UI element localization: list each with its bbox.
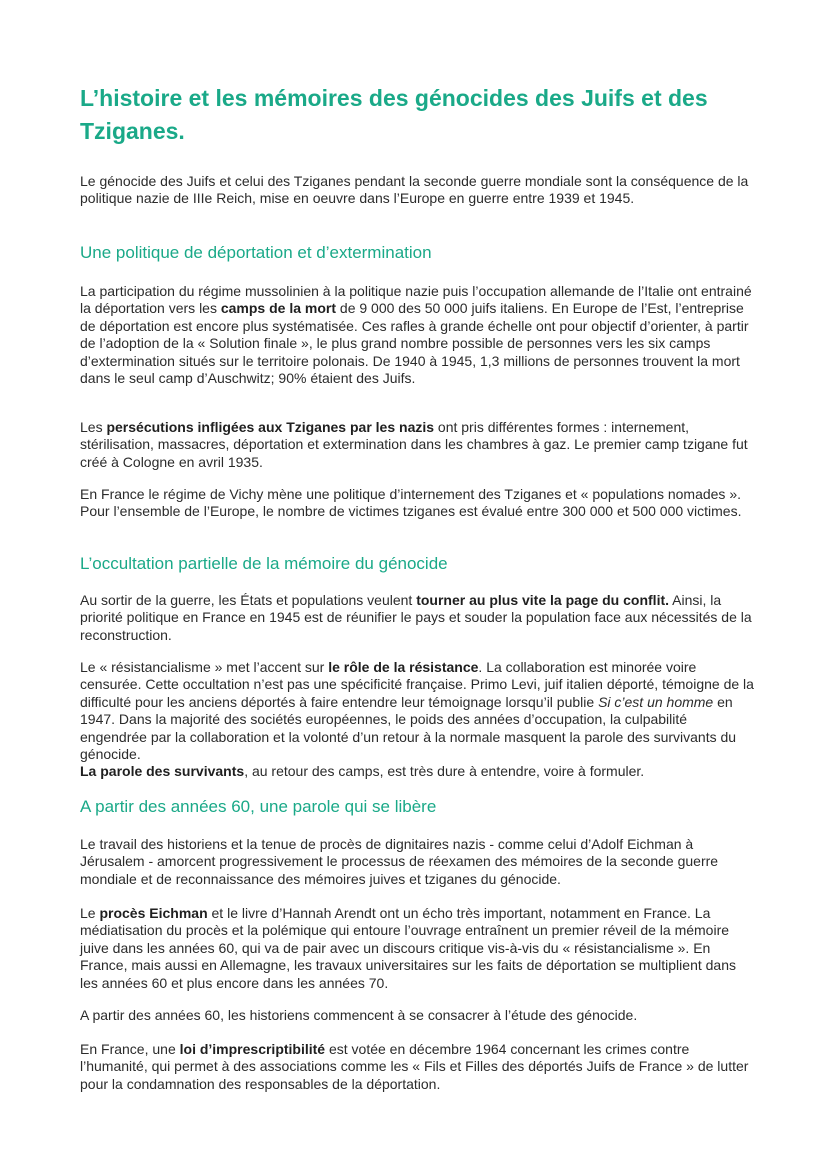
section-liberation-p1: Le travail des historiens et la tenue de procès de dignitaires nazis - comme celui d’Adolf Eichman à Jérusalem - amorcent progressivement le processus de réexamen des mémoires de la seconde guerre mondiale et de reconnaissance des mémoires juives et tziganes du génocide.: [80, 836, 719, 887]
section-heading: A partir des années 60, une parole qui se libère: [80, 797, 437, 816]
section-liberation-p2: Le procès Eichman et le livre d’Hannah Arendt ont un écho très important, notamment en France. La médiatisation du procès et la polémique qui entoure l’ouvrage entraînent un premier réveil de la mémoire juive dans les années 60, qui va de pair avec un discours critique vis-à-vis du « résistancialisme ». En France, mais aussi en Allemagne, les travaux universitaires sur les faits de déportation se multiplient dans les années 60 et plus encore dans les années 70.: [80, 905, 736, 991]
page-title: L’histoire et les mémoires des génocides des Juifs et des Tziganes.: [80, 85, 708, 144]
intro-paragraph: Le génocide des Juifs et celui des Tziganes pendant la seconde guerre mondiale sont la conséquence de la politique nazie de IIIe Reich, mise en oeuvre dans l’Europe en guerre entre 1939 et 1945.: [80, 173, 749, 207]
section-deportation-p2: Les persécutions infligées aux Tziganes par les nazis ont pris différentes formes : internement, stérilisation, massacres, déportation et extermination dans les chambres à gaz. Le premier camp tzigane fut créé à Cologne en avril 1935.: [80, 419, 748, 470]
section-occultation-p2: Le « résistancialisme » met l’accent sur le rôle de la résistance. La collaboration est minorée voire censurée. Cette occultation n’est pas une spécificité française. Primo Levi, juif italien déporté, témoigne de la difficulté pour les anciens déportés à faire entendre leur témoignage lorsqu’il publie Si c’est un homme en 1947. Dans la majorité des sociétés européennes, le poids des années d’occupation, la culpabilité engendrée par la collaboration et la volonté d’un retour à la normale masquent la parole des survivants du génocide. La parole des survivants, au retour des camps, est très dure à entendre, voire à formuler.: [80, 659, 754, 780]
section-liberation-p3: A partir des années 60, les historiens commencent à se consacrer à l’étude des génocide.: [80, 1007, 638, 1023]
section-deportation-p3: En France le régime de Vichy mène une politique d’internement des Tziganes et « populations nomades ». Pour l’ensemble de l’Europe, le nombre de victimes tziganes est évalué entre 300 000 et 500 000 victimes.: [80, 486, 742, 520]
section-heading: Une politique de déportation et d’extermination: [80, 243, 432, 262]
section-deportation: [80, 242, 756, 264]
section-occultation: [80, 553, 756, 575]
section-liberation-p4: En France, une loi d’imprescriptibilité est votée en décembre 1964 concernant les crimes contre l’humanité, qui permet à des associations comme les « Fils et Filles des déportés Juifs de France » de lutter pour la condamnation des responsables de la déportation.: [80, 1041, 749, 1092]
section-liberation: [80, 796, 756, 818]
section-occultation-p1: Au sortir de la guerre, les États et populations veulent tourner au plus vite la page du conflit. Ainsi, la priorité politique en France en 1945 est de réunifier le pays et souder la population face aux nécessités de la reconstruction.: [80, 592, 752, 643]
section-heading: L’occultation partielle de la mémoire du génocide: [80, 554, 448, 573]
section-deportation-p1: La participation du régime mussolinien à la politique nazie puis l’occupation allemande de l’Italie ont entrainé la déportation vers les camps de la mort de 9 000 des 50 000 juifs italiens. En Europe de l’Est, l’entreprise de déportation est encore plus systématisée. Ces rafles à grande échelle ont pour objectif d’orienter, à partir de l’adoption de la « Solution finale », le plus grand nombre possible de personnes vers les six camps d’extermination situés sur le territoire polonais. De 1940 à 1945, 1,3 millions de personnes trouvent la mort dans le seul camp d’Auschwitz; 90% étaient des Juifs.: [80, 283, 752, 387]
